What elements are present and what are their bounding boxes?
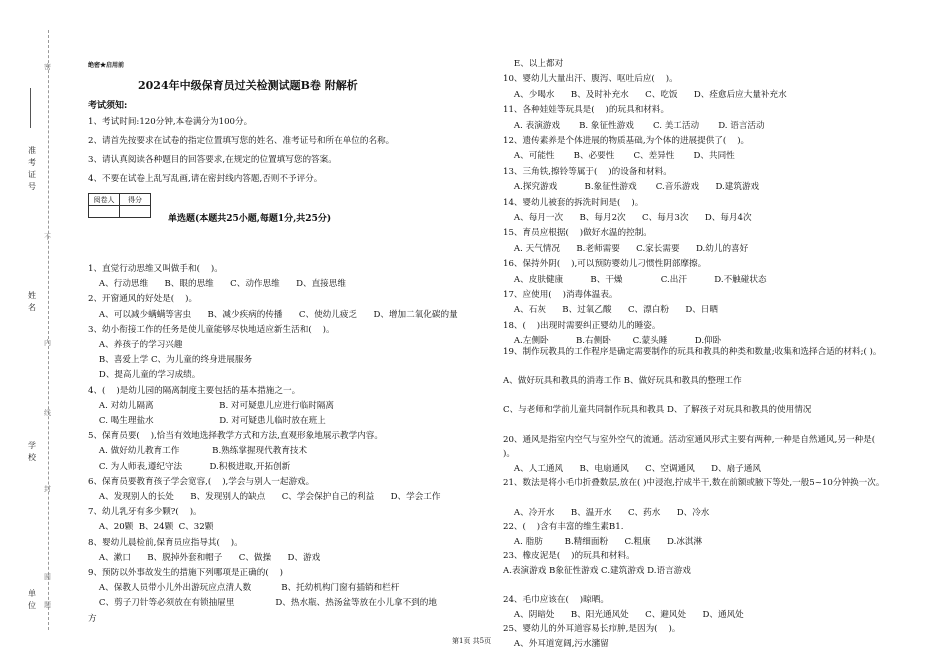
- answer-options: A. 天气情况 B.老师需要 C.家长需要 D.幼儿的喜好: [503, 243, 749, 254]
- answer-options: A. 对幼儿隔离 B. 对可疑患儿应进行临时隔离: [88, 400, 335, 411]
- question-text: 10、婴幼儿大量出汗、腹泻、呕吐后应( )。: [503, 74, 678, 85]
- answer-options: A.左侧卧 B.右侧卧 C.蒙头睡 D.仰卧: [503, 336, 722, 347]
- page-title: 2024年中级保育员过关检测试题B卷 附解析: [138, 79, 358, 92]
- answer-options: A.探究游戏 B.象征性游戏 C.音乐游戏 D.建筑游戏: [503, 182, 760, 193]
- grader-cell[interactable]: [89, 206, 120, 218]
- score-table: [88, 193, 151, 218]
- question-text: 24、毛巾应该在( )晾晒。: [503, 595, 609, 606]
- answer-options: A、保教人员带小儿外出游玩应点清人数 B、托幼机构门窗有插销和栏杆: [88, 583, 400, 594]
- score-cell[interactable]: [120, 206, 151, 218]
- margin-label-unit: 单位: [28, 589, 36, 610]
- answer-options: C. 为人师表,遵纪守法 D.积极进取,开拓创新: [88, 461, 291, 472]
- seal-char: 不: [44, 233, 51, 241]
- answer-options: D、提高儿童的学习成绩。: [88, 370, 201, 381]
- answer-options: C、与老师和学前儿童共同制作玩具和教具 D、了解孩子对玩具和教具的使用情况: [503, 405, 812, 416]
- answer-options: A、皮肤健康 B、干燥 C.出汗 D.不触碰状态: [503, 274, 767, 285]
- notice-item: 2、请首先按要求在试卷的指定位置填写您的姓名、准考证号和所在单位的名称。: [88, 136, 395, 146]
- question-text: 13、三角铁,擦铃等属于( )的设备和材料。: [503, 166, 672, 177]
- answer-options: A、漱口 B、脱掉外套和帽子 C、做操 D、游戏: [88, 552, 321, 563]
- margin-label-school: 学校: [28, 441, 36, 462]
- score-label: 得分: [120, 194, 151, 206]
- seal-char: 密: [44, 63, 51, 71]
- margin-label-exam-number: 准考证号: [28, 146, 36, 191]
- question-text: 9、预防以外事故发生的措施下列哪项是正确的( ): [88, 568, 283, 578]
- answer-options: C、剪子刀针等必须放在有锁抽屉里 D、热水瓶、热汤盆等放在小儿拿不到的地: [88, 598, 437, 609]
- grader-label: 阅卷人: [89, 194, 120, 206]
- answer-options: A、发现别人的长处 B、发现别人的缺点 C、学会保护自己的利益 D、学会工作: [88, 492, 441, 502]
- answer-options: A、可能性 B、必要性 C、差异性 D、共同性: [503, 151, 735, 162]
- seal-char: 内: [44, 339, 51, 347]
- question-text: 21、数法是将小毛巾折叠数层,放在( )中浸泡,拧成半干,数在前额或腋下等处,一般5~10分钟换一次。: [503, 478, 885, 489]
- margin-field-exam-number[interactable]: [30, 88, 31, 128]
- confidential-mark: 绝密★启用前: [88, 62, 125, 69]
- answer-options: A.表演游戏 B象征性游戏 C.建筑游戏 D.语言游戏: [503, 566, 691, 576]
- question-text: 19、制作玩教具的工作程序是确定需要制作的玩具和教具的种类和数量;收集和选择合适的材料;( )。: [503, 347, 882, 357]
- question-text: 22、( )含有丰富的维生素B1.: [503, 522, 624, 533]
- question-text: 2、开窗通风的好处是( )。: [88, 294, 198, 305]
- question-text: 12、遗传素养是个体进展的物质基础,为个体的进展提供了( )。: [503, 136, 750, 146]
- notice-item: 1、考试时间:120分钟,本卷满分为100分。: [88, 117, 253, 127]
- margin-label-name: 姓名: [28, 291, 36, 312]
- question-text: 11、各种娃娃等玩具是( )的玩具和材料。: [503, 105, 670, 116]
- answer-options: A. 脂肪 B.精细面粉 C.粗康 D.冰淇淋: [503, 536, 703, 547]
- answer-options: A. 做好幼儿教育工作 B.熟练掌握现代教育技术: [88, 446, 308, 457]
- question-text: 17、应使用( )消毒体温表。: [503, 290, 618, 300]
- section-title: 单选题(本题共25小题,每题1分,共25分): [168, 214, 332, 224]
- question-text: 5、保育员要( ),恰当有效地选择教学方式和方法,直观形象地展示教学内容。: [88, 431, 383, 442]
- answer-options: A、养孩子的学习兴趣: [88, 340, 183, 350]
- binding-line: [48, 30, 49, 630]
- question-text: 15、育员应根据( )做好水温的控制。: [503, 228, 652, 239]
- answer-options: A、做好玩具和教具的消毒工作 B、做好玩具和教具的整理工作: [503, 376, 742, 387]
- answer-options: A、外耳道宽阔,污水瀦留: [503, 639, 609, 649]
- notice-item: 3、请认真阅读各种题目的回答要求,在规定的位置填写您的答案。: [88, 155, 337, 165]
- answer-options: A. 表演游戏 B. 象征性游戏 C. 美工活动 D. 语言活动: [503, 120, 765, 131]
- notice-heading: 考试须知:: [88, 101, 128, 111]
- question-text: 7、幼儿乳牙有多少颗?( )。: [88, 507, 202, 518]
- notice-item: 4、不要在试卷上乱写乱画,请在密封线内答题,否则不予评分。: [88, 174, 323, 184]
- answer-options: A、20颗 B、24颗 C、32颗: [88, 522, 214, 533]
- answer-options: A、少喝水 B、及时补充水 C、吃饭 D、痊愈后应大量补充水: [503, 89, 787, 100]
- answer-options: A、阴暗处 B、阳光通风处 C、避风处 D、通风处: [503, 609, 744, 620]
- question-text: 16、保持外阴( ),可以预防婴幼儿刁惯性阴部摩擦。: [503, 259, 707, 270]
- seal-char: 封: [44, 485, 51, 493]
- answer-options: A、石灰 B、过氧乙酸 C、漂白粉 D、日晒: [503, 305, 718, 316]
- question-text: 18、( )出现时需要纠正婴幼儿的睡姿。: [503, 320, 661, 331]
- question-text: 8、婴幼儿晨检前,保育员应指导其( )。: [88, 537, 243, 548]
- answer-options: A、可以减少螨螨等害虫 B、减少疾病的传播 C、使幼儿疲乏 D、增加二氧化碳的量: [88, 309, 458, 320]
- question-text: 1、直觉行动思维又叫做手和( )。: [88, 264, 223, 274]
- question-text: 4、( )是幼儿园的隔离制度主要包括的基本措施之一。: [88, 385, 301, 396]
- seal-char: 线: [44, 409, 51, 417]
- question-text: 20、通风是指室内空气与室外空气的流通。活动室通风形式主要有两种,一种是自然通风,另一种是( )。: [503, 434, 876, 460]
- answer-options: B、喜爱上学 C、为儿童的终身进展服务: [88, 355, 253, 366]
- answer-options: A、人工通风 B、电扇通风 C、空调通风 D、扇子通风: [503, 463, 761, 474]
- question-text: 3、幼小衔接工作的任务是使儿童能够尽快地适应新生活和( )。: [88, 324, 335, 335]
- seal-char: 题: [44, 601, 51, 609]
- answer-options: C. 喝生理盐水 D. 对可疑患儿临时放在班上: [88, 416, 326, 426]
- answer-options: A、冷开水 B、温开水 C、药水 D、冷水: [503, 507, 710, 518]
- question-text: 6、保育员要教育孩子学会宽容,( ),学会与别人一起游戏。: [88, 476, 315, 487]
- question-text: 25、婴幼儿的外耳道容易长疖肿,是因为( )。: [503, 624, 681, 635]
- seal-char: 圆: [44, 573, 51, 581]
- question-text: 14、婴幼儿被套的拆洗时间是( )。: [503, 197, 644, 208]
- page-number: 第1页 共5页: [452, 637, 492, 645]
- question-text: 23、橡皮泥是( )的玩具和材料。: [503, 551, 635, 562]
- answer-options: A、行动思维 B、眼的思维 C、动作思维 D、直接思维: [88, 279, 346, 290]
- answer-options: E、以上都对: [503, 59, 564, 69]
- question-text: 方: [88, 613, 97, 624]
- answer-options: A、每月一次 B、每月2次 C、每月3次 D、每月4次: [503, 213, 752, 223]
